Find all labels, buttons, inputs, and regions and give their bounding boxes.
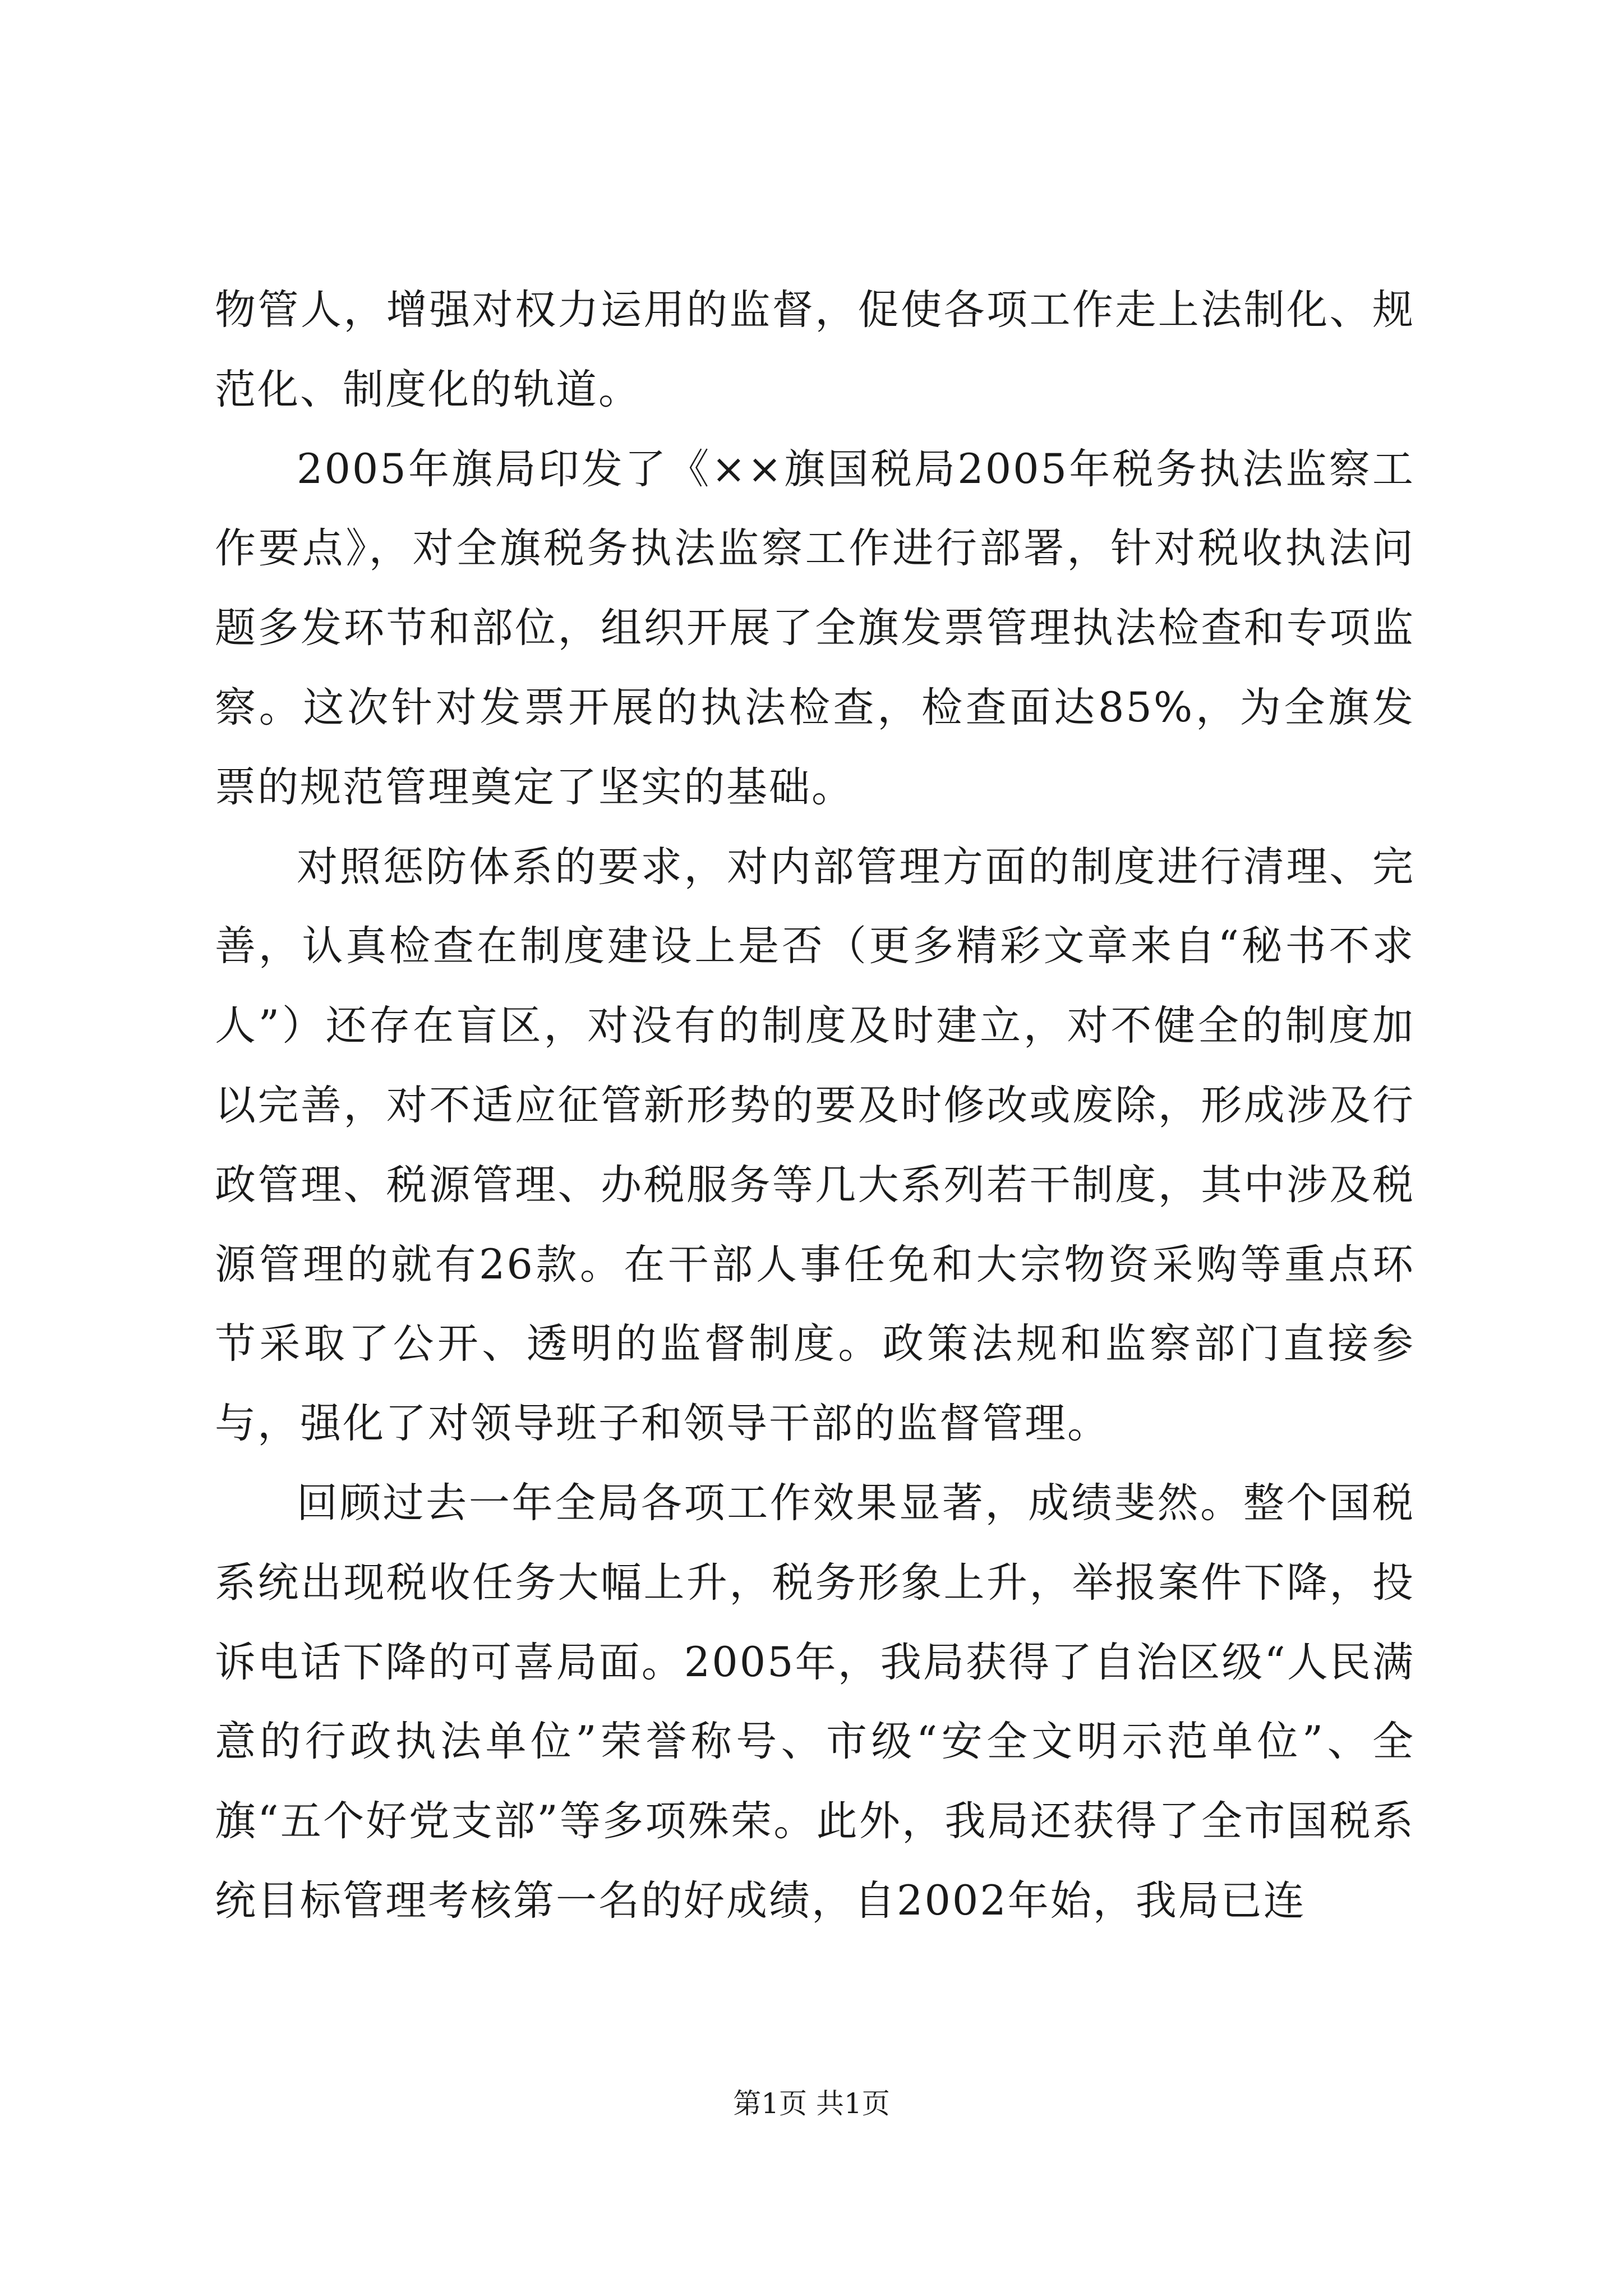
paragraph-4: 回顾过去一年全局各项工作效果显著，成绩斐然。整个国税系统出现税收任务大幅上升，税务形象上升，举报案件下降，投诉电话下降的可喜局面。2005年，我局获得了自治区级“人民满意的行政执法单位”荣誉称号、市级“安全文明示范单位”、全旗“五个好党支部”等多项殊荣。此外，我局还获得了全市国税系统目标管理考核第一名的好成绩，自2002年始，我局已连 <box>215 1479 1415 1925</box>
paragraph-1: 物管人，增强对权力运用的监督，促使各项工作走上法制化、规范化、制度化的轨道。 <box>215 286 1415 413</box>
page-footer: 第1页 共1页 <box>733 2087 890 2120</box>
paragraph-2: 2005年旗局印发了《××旗国税局2005年税务执法监察工作要点》，对全旗税务执法监察工作进行部署，针对税收执法问题多发环节和部位，组织开展了全旗发票管理执法检查和专项监察。这次针对发票开展的执法检查，检查面达85%，为全旗发票的规范管理奠定了坚实的基础。 <box>215 445 1415 811</box>
paragraph-3: 对照惩防体系的要求，对内部管理方面的制度进行清理、完善，认真检查在制度建设上是否（更多精彩文章来自“秘书不求人”）还存在盲区，对没有的制度及时建立，对不健全的制度加以完善，对不适应征管新形势的要及时修改或废除，形成涉及行政管理、税源管理、办税服务等几大系列若干制度，其中涉及税源管理的就有26款。在干部人事任免和大宗物资采购等重点环节采取了公开、透明的监督制度。政策法规和监察部门直接参与，强化了对领导班子和领导干部的监督管理。 <box>215 843 1415 1448</box>
document-body <box>215 270 1415 1941</box>
